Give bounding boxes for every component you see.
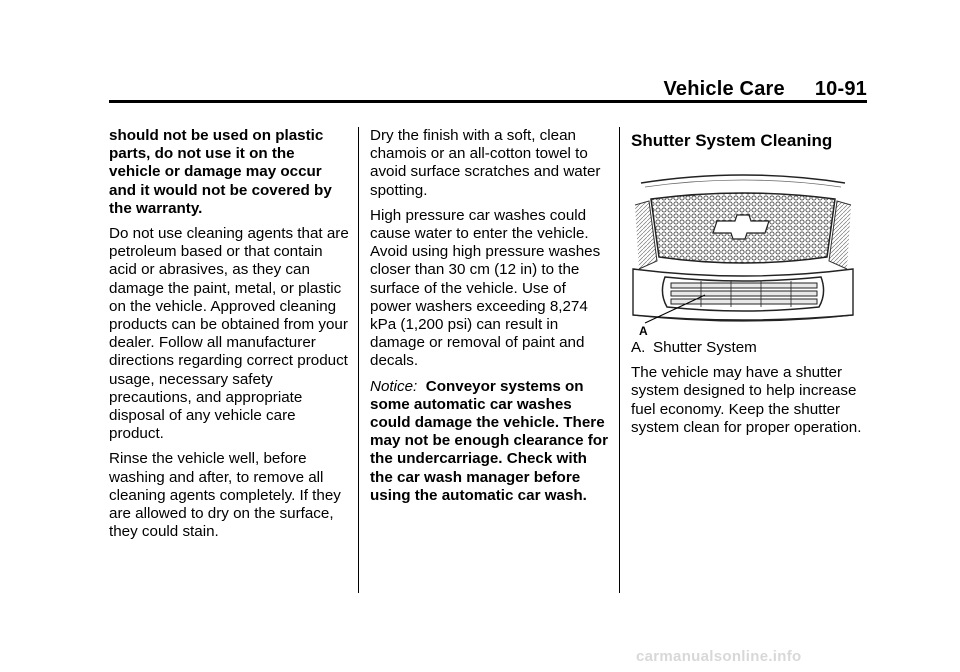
caption-letter: A. (631, 339, 646, 356)
column-1 (109, 127, 349, 548)
section-heading: Shutter System Cleaning (631, 131, 833, 150)
shutter-system-illustration (631, 165, 855, 335)
column-3 (631, 127, 867, 444)
column-divider-2 (619, 127, 620, 593)
section-title: Vehicle Care (663, 78, 785, 100)
figure-caption (631, 339, 867, 357)
paragraph-dry-finish: Dry the finish with a soft, clean chamois or an all-cotton towel to avoid surface scratches and water spotting. (370, 127, 601, 199)
page-number: 10-91 (814, 78, 867, 100)
page-header (663, 78, 867, 101)
watermark: carmanualsonline.info (636, 648, 802, 665)
notice-text: Conveyor systems on some automatic car washes could damage the vehicle. There may not be enough clearance for the undercarriage. Check with the car wash manager before using the automatic car wash. (370, 377, 608, 504)
paragraph-cleaning-agents: Do not use cleaning agents that are petroleum based or that contain acid or abrasives, as they can damage the paint, metal, or plastic on the vehicle. Approved cleaning products can be obtained from your dealer. Follow all manufacturer directions regarding correct product usage, necessary safety precautions, and appropriate disposal of any vehicle care product. (109, 225, 349, 443)
paragraph-high-pressure: High pressure car washes could cause water to enter the vehicle. Avoid using high pressure washes closer than 30 cm (12 in) to the surface of the vehicle. Use of power washers exceeding 8,274 kPa (1,200 psi) can result in damage or removal of paint and decals. (370, 206, 601, 370)
notice-block (370, 378, 610, 505)
column-2 (370, 127, 610, 512)
callout-label-a: A (639, 324, 648, 335)
paragraph-rinse: Rinse the vehicle well, before washing and after, to remove all cleaning agents completely. If they are allowed to dry on the surface, they could stain. (109, 450, 341, 541)
paragraph-shutter: The vehicle may have a shutter system designed to help increase fuel economy. Keep the shutter system clean for proper operation. (631, 364, 862, 436)
caption-text: Shutter System (653, 339, 757, 356)
header-rule (109, 100, 867, 103)
paragraph-warranty-warning: should not be used on plastic parts, do not use it on the vehicle or damage may occur and it would not be covered by the warranty. (109, 127, 332, 217)
column-divider-1 (358, 127, 359, 593)
notice-label: Notice: (370, 377, 418, 395)
